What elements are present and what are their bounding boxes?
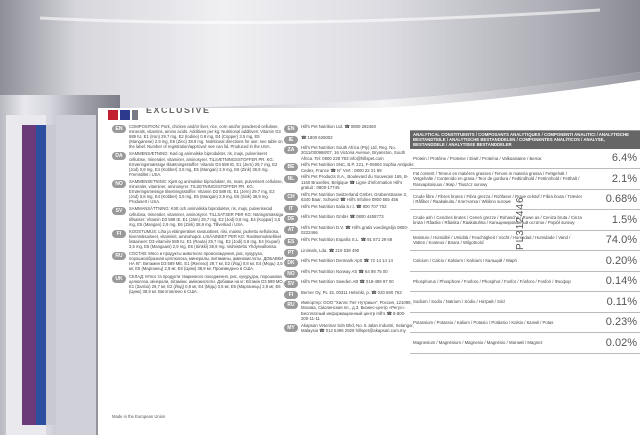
- composition-text: KOOSTUMUS: Liha ja eläinperäiset sivutuotteet, riisi, maissi, jauhettu selluloosa, kivennäisaineet, vitamiinit, aminohapot. LISÄAINEET PER KG: Ravitsemukselliset lisäaineet: D3-vitamiini 589 IU, E1 (Rauta) 29,7 mg, E2 (Jodi) 0,8 mg, E4 (Kupari) 3,5 mg, E5 (Mangaani) 2,9 mg, E6 (Sinkki) 38,9 mg. Valmistettu Yhdysvalloissa.: [129, 228, 282, 250]
- distributor-item: [284, 214, 414, 223]
- back-label: [98, 108, 640, 435]
- language-flag: RU: [112, 252, 126, 260]
- distributor-item: [284, 135, 414, 144]
- distributor-item: [284, 300, 414, 321]
- distributor-text: Berner Oy, PL 15, 00311 Helsinki, p. ☎ 020 690 763: [301, 289, 402, 295]
- distributor-text: Hill's Pet Nutrition Italia S.r.l. ☎ 800 707 702: [301, 203, 387, 209]
- composition-text: COMPOSITION: Pork, chicken and/or liver, rice, corn and/or powdered cellulose, minerals, vitamins, amino acids. Additives per kg: Nutritional additives: Vitamin D3 589 IU, E1 (Iron) 29.7 mg, E2 (Iodine) 0.8 mg, E4 (Copper) 3.5 mg, E5 (Manganese) 2.9 mg, E6 (Zinc) 38.9 mg. Nutritional directions for use: see table on the label. Number of registration/approval: see can lid. Produced in the USA.: [129, 124, 283, 150]
- distributor-item: [284, 248, 414, 257]
- language-flag: SV: [112, 207, 126, 215]
- country-flag: NL: [284, 175, 298, 183]
- table-header: ANALYTICAL CONSTITUENTS / COMPOSANTS ANALYTIQUES / COMPONENTI ANALITICI / ANALYTISCHE BESTANDTEILE / ANALYTISCHE BESTANDDELEN / COMPONENTES ANALÍTICOS / ANALYSE, BESTANDDELE / ANALYTISKE BESTANDDELER: [410, 131, 640, 149]
- distributor-text: Импортер: ООО "Хиллс Пет Нутришн", Россия, 121099, Москва, Смоленская пл., д.3. Бизнес-центр «Регус». Бесплатный информационный центр Hill's ☎ 8-800-200-11-11: [301, 300, 412, 321]
- composition-paragraph: [112, 151, 284, 176]
- composition-column: [112, 124, 284, 424]
- constituent-value: 74.0%: [605, 234, 637, 247]
- table-row: [410, 169, 640, 190]
- composition-text: СКЛАД: М'ясо та продукти тваринного походження, рис, кукурудза, порошкова целюлоза, мінерали, вітаміни, амінокислоти. Добавки на кг: Вітамін D3 589 МО, E1 (Залізо) 29,7 мг, E2 (Йод) 0,8 мг, E4 (Мідь) 3,5 мг, E5 (Марганець) 2,9 мг, E6 (Цинк) 38,9 мг. Виготовлено в США.: [129, 273, 284, 294]
- language-flag: NO: [112, 180, 126, 188]
- distributor-text: Linimals, Lda. ☎ 219 538 490: [301, 247, 360, 253]
- constituent-name: Crude ash / Cendres brutes / Ceneri grezze / Rohasche / Ruwe as / Ceniza bruta / Cinza bruta / Råaske / Råaska / Raakatuhka / Кальцинированный остаток / Popiół surowy: [413, 214, 582, 225]
- distributor-text: ☎ 1800 626002: [301, 134, 333, 140]
- distributor-text: Hill's Pet Nutrition Ltd. ☎ 0800 282450: [301, 124, 376, 129]
- constituent-name: Protein / Protéine / Proteine / Eiwit / Proteína / Valkuaisaine / Белок: [413, 155, 542, 161]
- origin-footer: Made in the European Union: [112, 414, 166, 419]
- constituent-value: 0.20%: [605, 254, 637, 267]
- distributor-item: [284, 258, 414, 267]
- constituent-value: 0.14%: [605, 275, 637, 288]
- composition-text: SAMMENSÆTNING: Kød og animalske biprodukter, ris, majs, pulveriseret cellulose, mineraler, vitaminer, aminosyrer. TILSÆTNINGSSTOFFER PR. KG: Ernæringsmæssige tilsætningsstoffer: Vitamin D3 589 IE, E1 (Jern) 29,7 mg, E2 (Jod) 0,8 mg, E4 (Kobber) 3,5 mg, E5 (Mangan) 2,9 mg, E6 (Zink) 38,9 mg. Fremstillet i USA.: [129, 151, 278, 177]
- country-flag: MY: [284, 324, 298, 332]
- constituent-name: Magnesium / Magnésium / Magnesio / Magnésio / Магний / Magnez: [413, 340, 543, 346]
- distributor-text: Hill's Pet Nutrition SNC, B.P. 221, F-06904 Sophia Antipolis Cedex, France ☎ N° Vert : 0800 22 21 89: [301, 162, 414, 173]
- constituent-value: 1.5%: [611, 213, 637, 226]
- distributor-item: [284, 192, 414, 203]
- distributor-text: Hill's Pet Nutrition Switzerland GmbH, Grabenstrasse 3, 6340 Baar, Schweiz ☎ Hill's Infoline 0800 555 456: [301, 191, 408, 203]
- constituent-name: Calcium / Calcio / Kalsium / Kalcium / Кальций / Wapń: [413, 258, 517, 264]
- distributor-text: Hill's Pet Nutrition GmbH ☎ 0800 4455773: [301, 214, 384, 220]
- country-flag: IE: [284, 136, 298, 144]
- exclusive-text: EXCLUSIVE: [146, 108, 211, 115]
- distributor-column: [284, 124, 414, 424]
- composition-paragraph: [112, 251, 284, 271]
- country-flag: BE: [284, 163, 298, 171]
- country-flag: RU: [284, 301, 298, 309]
- constituent-name: Moisture / Humidité / Umidità / Feuchtigkeit / Vocht / Humedad / Humidade / Vand / Vatten / Kosteus / Влага / Wilgotność: [413, 235, 571, 246]
- distributor-text: Akapsan Veterinar Sdn Bhd, No. 5 Jalan Industri, Selangor, Malaysia ☎ 012 5496 2929 hillspet@akapsan.com.my: [301, 322, 414, 334]
- product-color-strip: [0, 115, 105, 435]
- country-flag: SV: [284, 280, 298, 288]
- constituent-name: Fat content / Teneur en matières grasses / Tenore in materia grassa / Fettgehalt / Vetgehalte / Contenido en grasa / Teor de gordura / Fedtindhold / Fettinnhold / Fetthalt / Rasvapitoisuus / Жир / Tłuszcz surowy: [413, 170, 580, 187]
- distributor-text: Hill's Pet Nutrition Denmark ApS ☎ 72 14 14 14: [301, 258, 393, 264]
- distributor-text: Hill's Pet Nutrition Norway AS ☎ 64 98 75 00: [301, 268, 388, 274]
- country-flag: DK: [284, 259, 298, 267]
- table-row: [410, 149, 640, 170]
- country-flag: PT: [284, 249, 298, 257]
- constituent-name: Crude fibre / Fibres brutes / Fibra grezza / Rohfaser / Ruwe celstof / Fibra bruta / Trævler / Råfiber / Raakakuitu / Клетчатка / Włókno surowe: [413, 194, 583, 205]
- distributor-item: [284, 237, 414, 246]
- country-flag: IT: [284, 205, 298, 213]
- distributor-item: [284, 225, 414, 236]
- composition-paragraph: [112, 179, 284, 204]
- distributor-item: [284, 204, 414, 213]
- table-row: [410, 313, 640, 334]
- distributor-item: [284, 162, 414, 173]
- language-flag: FI: [112, 230, 126, 238]
- country-flag: NO: [284, 270, 298, 278]
- country-flag: DE: [284, 215, 298, 223]
- constituent-name: Potassium / Potassio / Kalium / Potasio / Potássio / Kalsio / Калий / Potas: [413, 319, 554, 325]
- constituent-value: 0.68%: [605, 193, 637, 206]
- language-flag: DA: [112, 152, 126, 160]
- country-flag: ES: [284, 238, 298, 246]
- distributor-item: [284, 124, 414, 133]
- country-flag: CH: [284, 193, 298, 201]
- language-flag: UK: [112, 275, 126, 283]
- composition-text: SAMMANSÄTTNING: Kött och animaliska biprodukter, ris, majs, pulveriserad cellulosa, mineraler, vitaminer, aminosyror. TILLSATSER PER KG: Näringsmässiga tillsatser: Vitamin D3 589 IE, E1 (Järn) 29,7 mg, E2 (Jod) 0,8 mg, E4 (Koppar) 3,5 mg, E5 (Mangan) 2,9 mg, E6 (Zink) 38,9 mg. Tillverkad i USA.: [129, 206, 284, 227]
- table-row: [410, 333, 640, 354]
- country-flag: FI: [284, 291, 298, 299]
- constituent-value: 2.1%: [611, 172, 637, 185]
- constituent-value: 0.11%: [606, 295, 637, 308]
- table-row: [410, 272, 640, 293]
- language-flag: EN: [112, 125, 126, 133]
- country-flag: ZA: [284, 146, 298, 154]
- composition-paragraph: [112, 206, 284, 226]
- composition-text: SAMMENSETNING: Kjøtt og animalske biprodukter, ris, mais, pulverisert cellulose, mineraler, vitaminer, aminosyrer. TILSETNINGSSTOFFER PR. KG: Ernæringsmessige tilsetningsstoffer: Vitamin D3 589 IE, E1 (Jern) 29,7 mg, E2 (Jod) 0,8 mg, E4 (Kobber) 3,5 mg, E5 (Mangan) 2,9 mg, E6 (Sink) 38,9 mg. Produsert i USA.: [129, 178, 283, 205]
- constituent-name: Sodium / Sodio / Natrium / Sódio / Натрий / Sód: [413, 299, 505, 305]
- distributor-item: [284, 279, 414, 288]
- composition-paragraph: [112, 229, 284, 249]
- distributor-item: [284, 269, 414, 278]
- country-flag: AT: [284, 226, 298, 234]
- distributor-text: Hill's Pet Nutrition D.V. ☎ Hill's gratis voedingslijn 0800-0222466: [301, 224, 409, 236]
- distributor-text: Hill's Pet Nutrition España S.L. ☎ 91 571 29 68: [301, 237, 393, 243]
- distributor-text: Hill's Pet Nutrition South Africa (Pty) Ltd, Reg. No. 2011/000968/07, 16 Victoria Avenue, Bryanston, South Africa. Tel: 0800 228 783 info@hillspet.com: [301, 145, 406, 161]
- distributor-text: Hill's Pet Products S.A., Boulevard du Souverain 165, B-1160 Bruxelles, Belgique ☎ Ligne d'information Hill's gratuit : 0800-17745: [301, 174, 409, 191]
- table-row: [410, 251, 640, 272]
- country-flag: EN: [284, 125, 298, 133]
- distributor-item: [284, 290, 414, 299]
- constituent-value: 0.23%: [605, 316, 637, 329]
- constituent-value: 6.4%: [611, 152, 637, 165]
- distributor-item: [284, 145, 414, 161]
- composition-paragraph: [112, 124, 284, 149]
- composition-text: СОСТАВ: Мясо и продукты животного происхождения, рис, кукуруза, порошкообразная целлюлоза, минералы, витамины, аминокислоты. ДОБАВКИ НА КГ: Витамин D3 589 МЕ, E1 (Железо) 29,7 мг, E2 (Йод) 0,8 мг, E4 (Медь) 3,5 мг, E5 (Марганец) 2,9 мг, E6 (Цинк) 38,9 мг. Произведено в США.: [129, 251, 284, 272]
- constituent-value: 0.02%: [605, 336, 637, 349]
- table-row: [410, 292, 640, 313]
- distributor-text: Hill's Pet Nutrition Sweden AB ☎ 018-489 97 00: [301, 279, 394, 285]
- composition-paragraph: [112, 274, 284, 294]
- distributor-item: [284, 323, 414, 334]
- product-code: PL312446: [515, 196, 526, 250]
- constituent-name: Phosphorus / Phosphore / Fosforo / Phosphor / Fosfor / Fósforo / Fosfori / Фосфор: [413, 278, 571, 284]
- distributor-item: [284, 174, 414, 190]
